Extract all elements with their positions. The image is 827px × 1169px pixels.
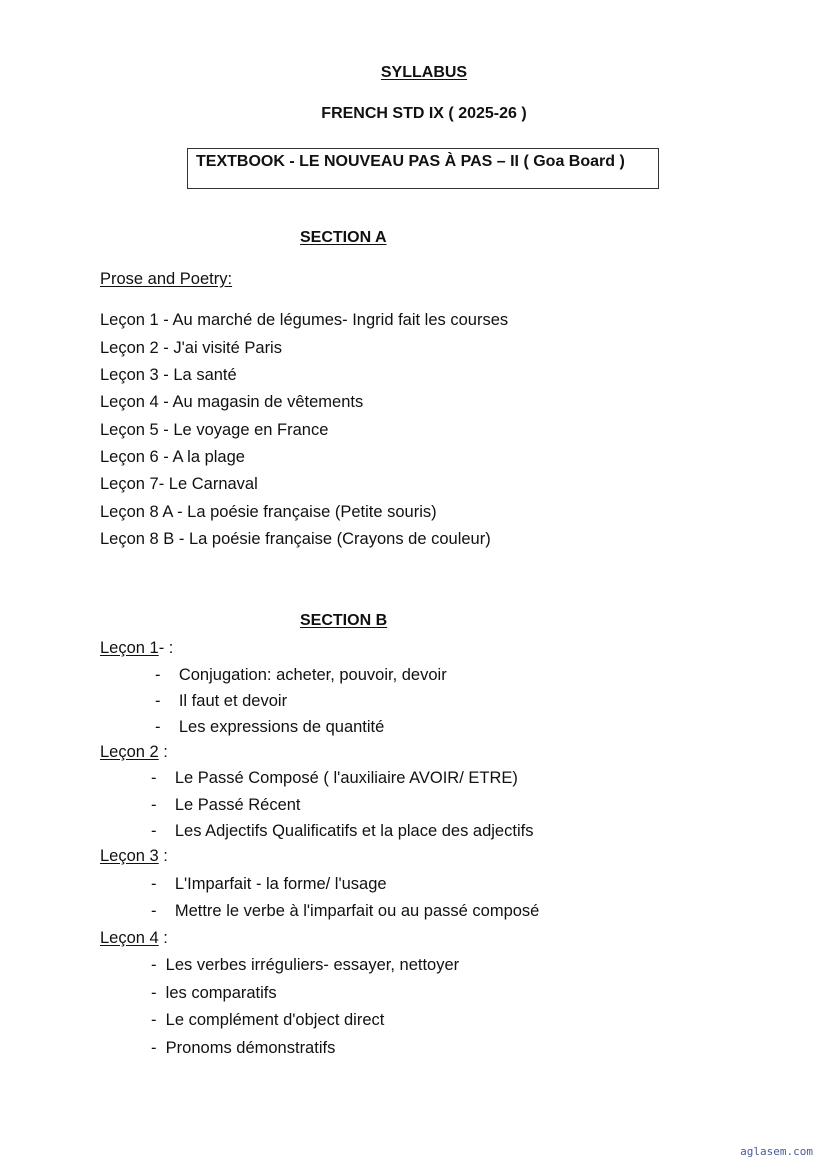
lesson-label: Leçon 1	[100, 639, 159, 657]
list-item: - Les expressions de quantité	[155, 718, 385, 736]
section-a-lesson-8a: Leçon 8 A - La poésie française (Petite souris)	[100, 503, 437, 521]
list-item: - Le Passé Composé ( l'auxiliaire AVOIR/ ETRE)	[151, 769, 518, 787]
section-a-lesson-1: Leçon 1 - Au marché de légumes- Ingrid fait les courses	[100, 311, 509, 329]
section-b-heading: SECTION B	[300, 612, 388, 629]
list-item: - Le complément d'object direct	[151, 1011, 385, 1029]
list-item: - les comparatifs	[151, 984, 277, 1002]
section-a-lesson-6: Leçon 6 - A la plage	[100, 448, 245, 466]
lesson-label: Leçon 3	[100, 847, 159, 865]
list-item: - Il faut et devoir	[155, 692, 288, 710]
watermark-text: aglasem.com	[740, 1145, 813, 1158]
lesson-label: Leçon 2	[100, 743, 159, 761]
lesson-suffix: :	[158, 743, 168, 761]
list-item: - Pronoms démonstratifs	[151, 1039, 336, 1057]
textbook-title: TEXTBOOK - LE NOUVEAU PAS À PAS – II ( Goa Board )	[196, 153, 625, 170]
page-title: SYLLABUS	[380, 64, 468, 81]
lesson-suffix: :	[158, 929, 168, 947]
section-b-lesson-4-title	[100, 929, 168, 948]
lesson-suffix: - :	[158, 639, 174, 657]
list-item: - Le Passé Récent	[151, 796, 301, 814]
section-a-lesson-4: Leçon 4 - Au magasin de vêtements	[100, 393, 364, 411]
list-item: - Les verbes irréguliers- essayer, nettoyer	[151, 956, 460, 974]
section-a-lesson-5: Leçon 5 - Le voyage en France	[100, 421, 329, 439]
list-item: - L'Imparfait - la forme/ l'usage	[151, 875, 387, 893]
lesson-suffix: :	[158, 847, 168, 865]
section-a-lesson-2: Leçon 2 - J'ai visité Paris	[100, 339, 282, 357]
prose-poetry-heading: Prose and Poetry:	[100, 270, 233, 288]
section-a-heading: SECTION A	[300, 229, 387, 246]
list-item: - Les Adjectifs Qualificatifs et la place des adjectifs	[151, 822, 534, 840]
page-subtitle: FRENCH STD IX ( 2025-26 )	[321, 105, 527, 122]
section-b-lesson-3-title	[100, 847, 168, 866]
section-a-lesson-8b: Leçon 8 B - La poésie française (Crayons de couleur)	[100, 530, 491, 548]
section-b-lesson-2-title	[100, 743, 168, 762]
list-item: - Conjugation: acheter, pouvoir, devoir	[155, 666, 447, 684]
section-a-lesson-7: Leçon 7- Le Carnaval	[100, 475, 258, 493]
section-a-lesson-3: Leçon 3 - La santé	[100, 366, 237, 384]
section-b-lesson-1-title	[100, 639, 173, 658]
lesson-label: Leçon 4	[100, 929, 159, 947]
list-item: - Mettre le verbe à l'imparfait ou au passé composé	[151, 902, 540, 920]
